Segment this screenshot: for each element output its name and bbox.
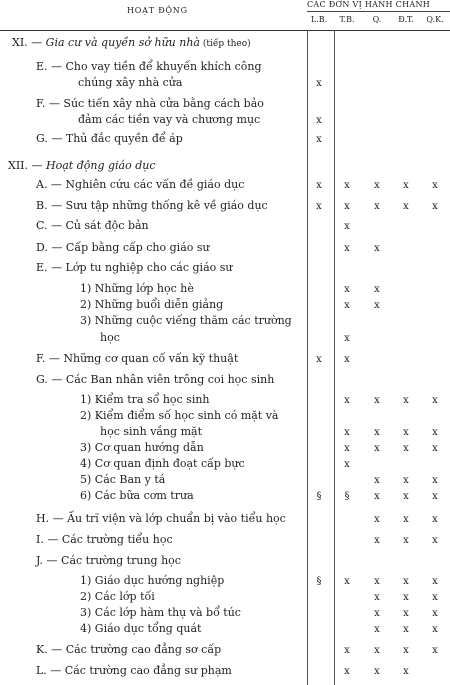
table-row xyxy=(0,219,450,235)
table-row xyxy=(0,331,450,347)
cell-mark: x xyxy=(316,354,322,365)
section-row xyxy=(0,36,450,52)
table-row xyxy=(0,113,450,129)
row-label: 3) Cơ quan hướng dẫn xyxy=(80,441,204,454)
table-row xyxy=(0,409,450,425)
row-label: F. — Súc tiến xây nhà cửa bằng cách bảo xyxy=(36,97,264,110)
cell-mark: x xyxy=(374,284,380,295)
cell-mark: x xyxy=(403,666,409,677)
table-row xyxy=(0,373,450,389)
cell-mark: x xyxy=(344,459,350,470)
table-row xyxy=(0,606,450,622)
row-label: D. — Cấp bằng cấp cho giáo sư xyxy=(36,241,210,254)
row-label: 4) Giáo dục tổng quát xyxy=(80,622,202,635)
table-row xyxy=(0,97,450,113)
cell-mark: x xyxy=(344,576,350,587)
row-label: E. — Lớp tu nghiệp cho các giáo sư xyxy=(36,261,233,274)
row-label: 3) Các lớp hàm thụ và bổ túc xyxy=(80,606,241,619)
cell-mark: x xyxy=(403,645,409,656)
row-label: 6) Các bữa cơm trưa xyxy=(80,489,194,502)
row-label: 3) Những cuộc viếng thăm các trường xyxy=(80,314,292,327)
row-label: F. — Những cơ quan cố vấn kỹ thuật xyxy=(36,352,239,365)
cell-mark: x xyxy=(344,354,350,365)
row-label: 1) Giáo dục hướng nghiệp xyxy=(80,574,225,587)
table-row xyxy=(0,441,450,457)
cell-mark: x xyxy=(344,333,350,344)
row-label: học xyxy=(100,331,120,344)
table-row xyxy=(0,512,450,528)
cell-mark: x xyxy=(316,78,322,89)
table-row xyxy=(0,533,450,549)
row-label: K. — Các trường cao đẳng sơ cấp xyxy=(36,643,222,656)
cell-mark: x xyxy=(432,427,438,438)
cell-mark: x xyxy=(403,443,409,454)
row-label: 4) Cơ quan định đoạt cấp bực xyxy=(80,457,245,470)
table-row xyxy=(0,425,450,441)
header-units-title: CÁC ĐƠN VỊ HÀNH CHÁNH xyxy=(307,0,431,9)
row-label: G. — Các Ban nhân viên trông coi học sinh xyxy=(36,373,275,386)
cell-mark: x xyxy=(432,491,438,502)
table-row xyxy=(0,622,450,638)
table-row xyxy=(0,664,450,680)
table-row xyxy=(0,314,450,330)
section-number: XII. — xyxy=(8,159,47,172)
cell-mark: x xyxy=(403,592,409,603)
cell-mark: x xyxy=(432,201,438,212)
cell-mark: x xyxy=(403,395,409,406)
cell-mark: x xyxy=(374,576,380,587)
cell-mark: x xyxy=(374,645,380,656)
section-title: Hoạt động giáo dục xyxy=(46,159,156,172)
cell-mark: x xyxy=(374,201,380,212)
cell-mark: § xyxy=(316,491,322,502)
cell-mark: x xyxy=(374,624,380,635)
cell-mark: x xyxy=(432,608,438,619)
row-label: E. — Cho vay tiền để khuyến khích công xyxy=(36,60,262,73)
cell-mark: x xyxy=(374,243,380,254)
cell-mark: x xyxy=(374,535,380,546)
row-label: A. — Nghiên cứu các vấn đề giáo dục xyxy=(36,178,245,191)
table-row xyxy=(0,352,450,368)
cell-mark: x xyxy=(374,666,380,677)
table-row xyxy=(0,554,450,570)
cell-mark: x xyxy=(316,115,322,126)
cell-mark: x xyxy=(316,201,322,212)
cell-mark: x xyxy=(344,427,350,438)
cell-mark: x xyxy=(403,576,409,587)
table-row xyxy=(0,457,450,473)
header-col-dt: Đ.T. xyxy=(398,15,414,24)
cell-mark: x xyxy=(344,201,350,212)
cell-mark: x xyxy=(344,243,350,254)
cell-mark: x xyxy=(403,201,409,212)
table-row xyxy=(0,199,450,215)
cell-mark: x xyxy=(344,645,350,656)
cell-mark: x xyxy=(374,180,380,191)
cell-mark: x xyxy=(432,514,438,525)
cell-mark: x xyxy=(344,180,350,191)
row-label: 2) Những buổi diễn giảng xyxy=(80,298,224,311)
cell-mark: x xyxy=(374,514,380,525)
table-row xyxy=(0,473,450,489)
cell-mark: x xyxy=(344,666,350,677)
row-label: đảm các tiền vay và chương mục xyxy=(78,113,261,126)
row-label: G. — Thủ đắc quyền để áp xyxy=(36,132,183,145)
table-row xyxy=(0,298,450,314)
cell-mark: x xyxy=(374,427,380,438)
table-row xyxy=(0,489,450,505)
row-label: chúng xây nhà cửa xyxy=(78,76,183,89)
cell-mark: x xyxy=(374,300,380,311)
row-label: I. — Các trường tiểu học xyxy=(36,533,173,546)
table-row xyxy=(0,241,450,257)
section-number: XI. — xyxy=(12,36,46,49)
cell-mark: x xyxy=(344,395,350,406)
cell-mark: x xyxy=(432,645,438,656)
cell-mark: x xyxy=(374,491,380,502)
cell-mark: x xyxy=(432,475,438,486)
row-label: 1) Những lớp học hè xyxy=(80,282,194,295)
cell-mark: x xyxy=(432,180,438,191)
cell-mark: § xyxy=(316,576,322,587)
row-label: B. — Sưu tập những thống kê về giáo dục xyxy=(36,199,268,212)
cell-mark: x xyxy=(374,443,380,454)
header-col-lb: L.B. xyxy=(310,15,328,24)
cell-mark: § xyxy=(344,491,350,502)
cell-mark: x xyxy=(403,514,409,525)
section-heading xyxy=(12,36,251,51)
cell-mark: x xyxy=(316,180,322,191)
table-row xyxy=(0,643,450,659)
row-label: L. — Các trường cao đẳng sư phạm xyxy=(36,664,232,677)
cell-mark: x xyxy=(432,576,438,587)
cell-mark: x xyxy=(316,134,322,145)
table-row xyxy=(0,60,450,76)
header-divider xyxy=(307,11,450,12)
cell-mark: x xyxy=(344,300,350,311)
row-label: 2) Các lớp tối xyxy=(80,590,155,603)
cell-mark: x xyxy=(344,443,350,454)
cell-mark: x xyxy=(374,608,380,619)
cell-mark: x xyxy=(432,592,438,603)
row-label: 1) Kiểm tra sổ học sinh xyxy=(80,393,210,406)
cell-mark: x xyxy=(403,180,409,191)
section-title: Gia cư và quyền sở hữu nhà xyxy=(45,36,200,49)
table-row xyxy=(0,590,450,606)
header-col-q: Q. xyxy=(372,15,382,24)
cell-mark: x xyxy=(374,395,380,406)
header-col-qk: Q.K. xyxy=(426,15,444,24)
table-row xyxy=(0,178,450,194)
row-label: J. — Các trường trung học xyxy=(36,554,181,567)
cell-mark: x xyxy=(403,624,409,635)
table-row xyxy=(0,76,450,92)
cell-mark: x xyxy=(403,491,409,502)
cell-mark: x xyxy=(374,592,380,603)
section-row xyxy=(0,159,450,175)
header-rule xyxy=(0,30,450,31)
cell-mark: x xyxy=(432,535,438,546)
section-heading xyxy=(8,159,156,173)
table-row xyxy=(0,574,450,590)
cell-mark: x xyxy=(344,284,350,295)
cell-mark: x xyxy=(403,608,409,619)
cell-mark: x xyxy=(403,427,409,438)
table-row xyxy=(0,282,450,298)
table-row xyxy=(0,393,450,409)
row-label: 2) Kiểm điểm số học sinh có mặt và xyxy=(80,409,279,422)
row-label: H. — Ấu trĩ viện và lớp chuẩn bị vào tiểu học xyxy=(36,512,286,525)
header-col-tb: T.B. xyxy=(339,15,355,24)
section-note: (tiếp theo) xyxy=(199,39,251,49)
table-row xyxy=(0,261,450,277)
cell-mark: x xyxy=(403,535,409,546)
cell-mark: x xyxy=(403,475,409,486)
row-label: C. — Củ sát độc bản xyxy=(36,219,149,232)
row-label: học sinh vắng mặt xyxy=(100,425,202,438)
cell-mark: x xyxy=(432,395,438,406)
cell-mark: x xyxy=(432,443,438,454)
header-activity: HOẠT ĐỘNG xyxy=(127,6,188,15)
row-label: 5) Các Ban y tá xyxy=(80,473,166,486)
cell-mark: x xyxy=(432,624,438,635)
cell-mark: x xyxy=(344,221,350,232)
table-row xyxy=(0,132,450,148)
cell-mark: x xyxy=(374,475,380,486)
